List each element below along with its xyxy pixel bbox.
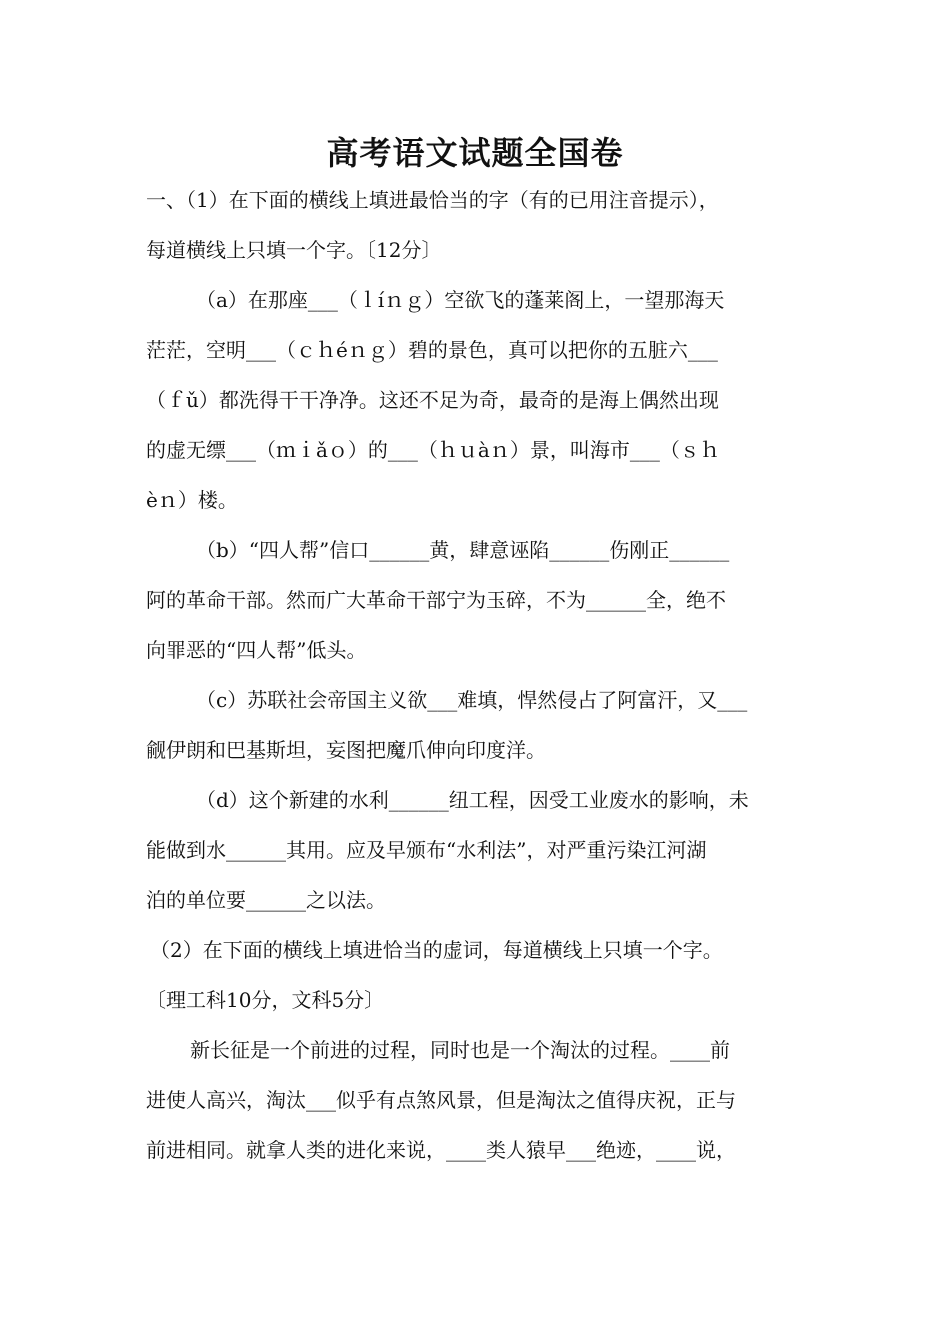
text-line: （b）“四人帮”信口______黄，肆意诬陷______伤刚正______	[196, 538, 730, 562]
text-line: （d）这个新建的水利______纽工程，因受工业废水的影响，未	[196, 788, 749, 812]
text-line: èｎ）楼。	[146, 488, 238, 512]
text-line: 前进相同。就拿人类的进化来说，____类人猿早___绝迹，____说，	[146, 1138, 736, 1162]
text-line: 的虚无缥___（ｍｉǎｏ）的___（ｈｕàｎ）景，叫海市___（ｓｈ	[146, 438, 720, 462]
text-line: 每道横线上只填一个字。〔12分〕	[146, 238, 442, 262]
text-line: 阿的革命干部。然而广大革命干部宁为玉碎，不为______全，绝不	[146, 588, 726, 612]
text-line: 一、（1）在下面的横线上填进最恰当的字（有的已用注音提示），	[146, 188, 719, 212]
text-line: 泊的单位要______之以法。	[146, 888, 386, 912]
text-line: 新长征是一个前进的过程，同时也是一个淘汰的过程。____前	[190, 1038, 730, 1062]
text-line: （ｆǔ）都洗得干干净净。这还不足为奇，最奇的是海上偶然出现	[146, 388, 719, 412]
text-line: 向罪恶的“四人帮”低头。	[146, 638, 367, 662]
text-line: 进使人高兴，淘汰___似乎有点煞风景，但是淘汰之值得庆祝，正与	[146, 1088, 736, 1112]
text-line: 〔理工科10分，文科5分〕	[146, 988, 385, 1012]
text-line: （c）苏联社会帝国主义欲___难填，悍然侵占了阿富汗，又___	[196, 688, 748, 712]
text-line: 能做到水______其用。应及早颁布“水利法”，对严重污染江河湖	[146, 838, 707, 862]
text-line: （2）在下面的横线上填进恰当的虚词，每道横线上只填一个字。	[150, 938, 723, 962]
text-line: （a）在那座___（ｌíｎｇ）空欲飞的蓬莱阁上，一望那海天	[196, 288, 725, 312]
page-title: 高考语文试题全国卷	[326, 134, 624, 172]
text-line: 觎伊朗和巴基斯坦，妄图把魔爪伸向印度洋。	[146, 738, 546, 762]
text-line: 茫茫，空明___（ｃｈéｎｇ）碧的景色，真可以把你的五脏六___	[146, 338, 718, 362]
